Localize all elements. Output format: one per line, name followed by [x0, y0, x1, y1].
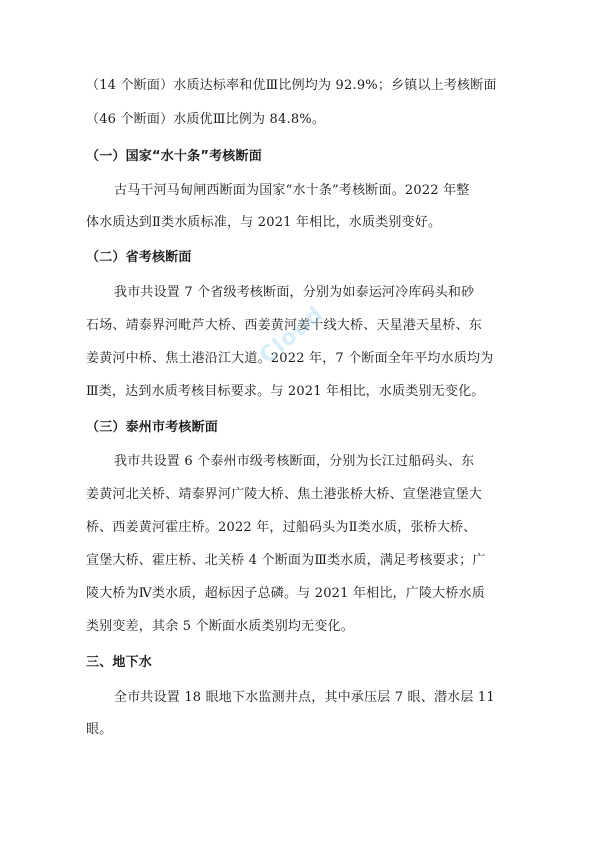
section-heading: 三、地下水 — [86, 655, 153, 670]
body-text-line: 姜黄河北关桥、靖泰界河广陵大桥、焦土港张桥大桥、宣堡港宣堡大 — [86, 487, 483, 502]
body-text-line: （14 个断面）水质达标率和优Ⅲ比例均为 92.9%；乡镇以上考核断面 — [86, 78, 497, 93]
body-text-line: 类别变差，其余 5 个断面水质类别均无变化。 — [86, 619, 354, 634]
body-text-line: 石场、靖泰界河毗芦大桥、西姜黄河姜十线大桥、天星港天星桥、东 — [86, 318, 483, 333]
body-text-line: 我市共设置 7 个省级考核断面，分别为如泰运河冷库码头和砂 — [114, 285, 475, 300]
body-text-line: 古马干河马甸闸西断面为国家“水十条”考核断面。2022 年整 — [114, 183, 470, 198]
body-text-line: 体水质达到Ⅱ类水质标准，与 2021 年相比，水质类别变好。 — [86, 215, 442, 230]
body-text-line: 陵大桥为Ⅳ类水质，超标因子总磷。与 2021 年相比，广陵大桥水质 — [86, 586, 485, 601]
body-text-line: 姜黄河中桥、焦土港沿江大道。2022 年，7 个断面全年平均水质均为 — [86, 351, 494, 366]
section-heading: （一）国家“水十条”考核断面 — [86, 149, 262, 164]
section-heading: （二）省考核断面 — [86, 250, 192, 265]
section-heading: （三）泰州市考核断面 — [86, 420, 219, 435]
body-text-line: Ⅲ类，达到水质考核目标要求。与 2021 年相比，水质类别无变化。 — [86, 384, 485, 399]
body-text-line: 全市共设置 18 眼地下水监测井点，其中承压层 7 眼、潜水层 11 — [114, 690, 495, 705]
body-text-line: 宣堡大桥、霍庄桥、北关桥 4 个断面为Ⅲ类水质，满足考核要求；广 — [86, 553, 486, 568]
body-text-line: 眼。 — [86, 722, 113, 737]
body-text-line: （46 个断面）水质优Ⅲ比例为 84.8%。 — [86, 112, 326, 127]
watermark-logo: Cloud — [255, 301, 329, 370]
body-text-line: 桥、西姜黄河霍庄桥。2022 年，过船码头为Ⅱ类水质，张桥大桥、 — [86, 520, 477, 535]
body-text-line: 我市共设置 6 个泰州市级考核断面，分别为长江过船码头、东 — [114, 454, 475, 469]
